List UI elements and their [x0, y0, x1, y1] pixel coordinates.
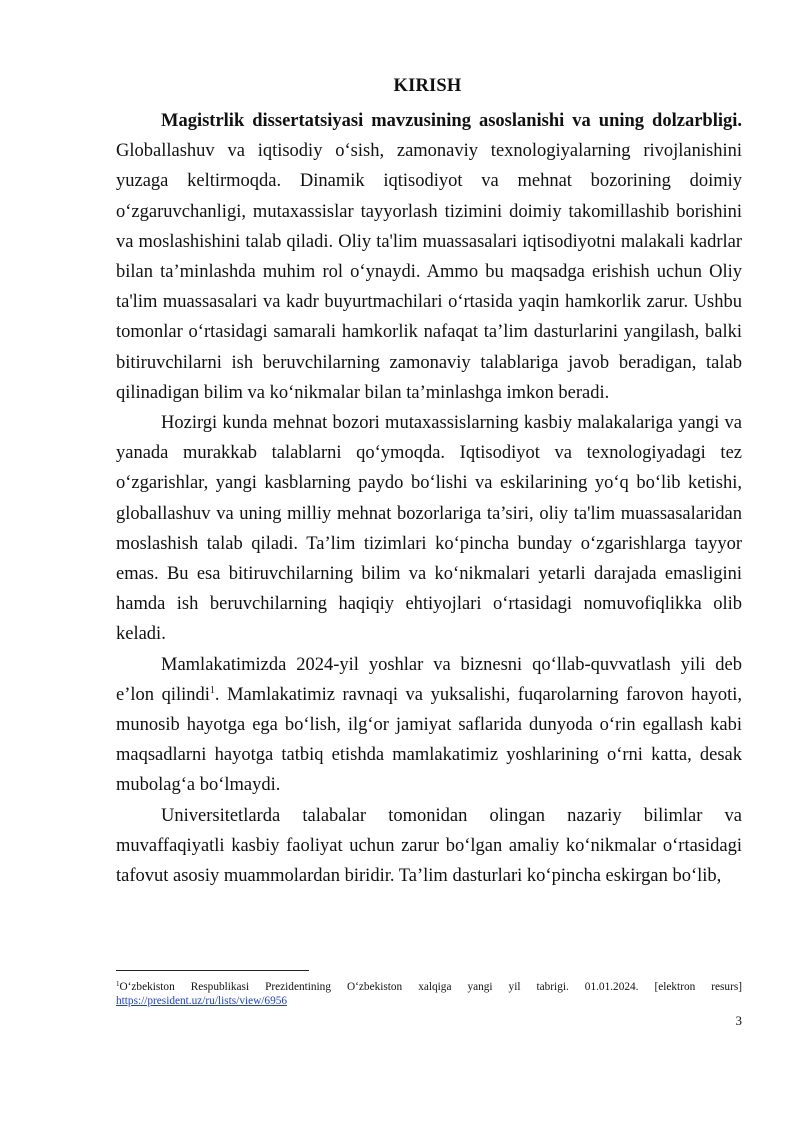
paragraph-3-end: . Mamlakatimiz ravnaqi va yuksalishi, fuqarolarning farovon hayoti, munosib hayotga ega bo‘lish, ilg‘or jamiyat saflarida dunyoda o‘rin egallash kabi maqsadlarni hayotga tatbiq etishda mamlakatimiz yoshlarining o‘rni katta, desak mubolag‘a bo‘lmaydi.: [116, 684, 742, 796]
footnote: [116, 980, 742, 1008]
paragraph-1-text: Globallashuv va iqtisodiy o‘sish, zamonaviy texnologiyalarning rivojlanishini yuzaga keltirmoqda. Dinamik iqtisodiyot va mehnat bozorining doimiy o‘zgaruvchanligi, mutaxassislar tayyorlash tizimini doimiy takomillashib borishini va moslashishini talab qiladi. Oliy ta'lim muassasalari iqtisodiyotni malakali kadrlar bilan ta’minlashda muhim rol o‘ynaydi. Ammo bu maqsadga erishish uchun Oliy ta'lim muassasalari va kadr buyurtmachilari o‘rtasida yaqin hamkorlik zarur. Ushbu tomonlar o‘rtasidagi samarali hamkorlik nafaqat ta’lim dasturlarini yangilash, balki bitiruvchilarni ish beruvchilarning zamonaviy talablariga javob beradigan, talab qilinadigan bilim va ko‘nikmalar bilan ta’minlashga imkon beradi.: [116, 141, 742, 403]
footnote-reference[interactable]: 1: [209, 684, 215, 696]
footnote-divider: [116, 970, 309, 971]
paragraph-lead: Magistrlik dissertatsiyasi mavzusining asoslanishi va uning dolzarbligi.: [161, 111, 742, 131]
footnote-link[interactable]: https://president.uz/ru/lists/view/6956: [116, 995, 288, 1007]
paragraph-3-start: Mamlakatimizda 2024-yil yoshlar va biznesni qo‘llab-quvvatlash yili deb e’lon qilindi: [116, 654, 742, 705]
body-text: [116, 106, 742, 891]
paragraph-1: [116, 106, 742, 408]
footnote-marker: 1: [116, 980, 120, 988]
footnote-text: O‘zbekiston Respublikasi Prezidentining O‘zbekiston xalqiga yangi yil tabrigi. 01.01.2024. [elektron resurs]: [119, 981, 742, 993]
paragraph-3: [116, 650, 742, 801]
page-number: 3: [735, 1013, 742, 1028]
paragraph-2: Hozirgi kunda mehnat bozori mutaxassislarning kasbiy malakalariga yangi va yanada murakkab talablarni qo‘ymoqda. Iqtisodiyot va texnologiyadagi tez o‘zgarishlar, yangi kasblarning paydo bo‘lishi va eskilarining yo‘q bo‘lib ketishi, globallashuv va uning milliy mehnat bozorlariga ta’siri, oliy ta'lim muassasalaridan moslashish talab qiladi. Ta’lim tizimlari ko‘pincha bunday o‘zgarishlarga tayyor emas. Bu esa bitiruvchilarning bilim va ko‘nikmalari yetarli darajada emasligini hamda ish beruvchilarning haqiqiy ehtiyojlari o‘rtasidagi nomuvofiqlikka olib keladi.: [116, 413, 742, 645]
paragraph-4: Universitetlarda talabalar tomonidan olingan nazariy bilimlar va muvaffaqiyatli kasbiy faoliyat uchun zarur bo‘lgan amaliy ko‘nikmalar o‘rtasidagi tafovut asosiy muammolardan biridir. Ta’lim dasturlari ko‘pincha eskirgan bo‘lib,: [116, 805, 742, 887]
section-heading: KIRISH: [393, 76, 462, 96]
